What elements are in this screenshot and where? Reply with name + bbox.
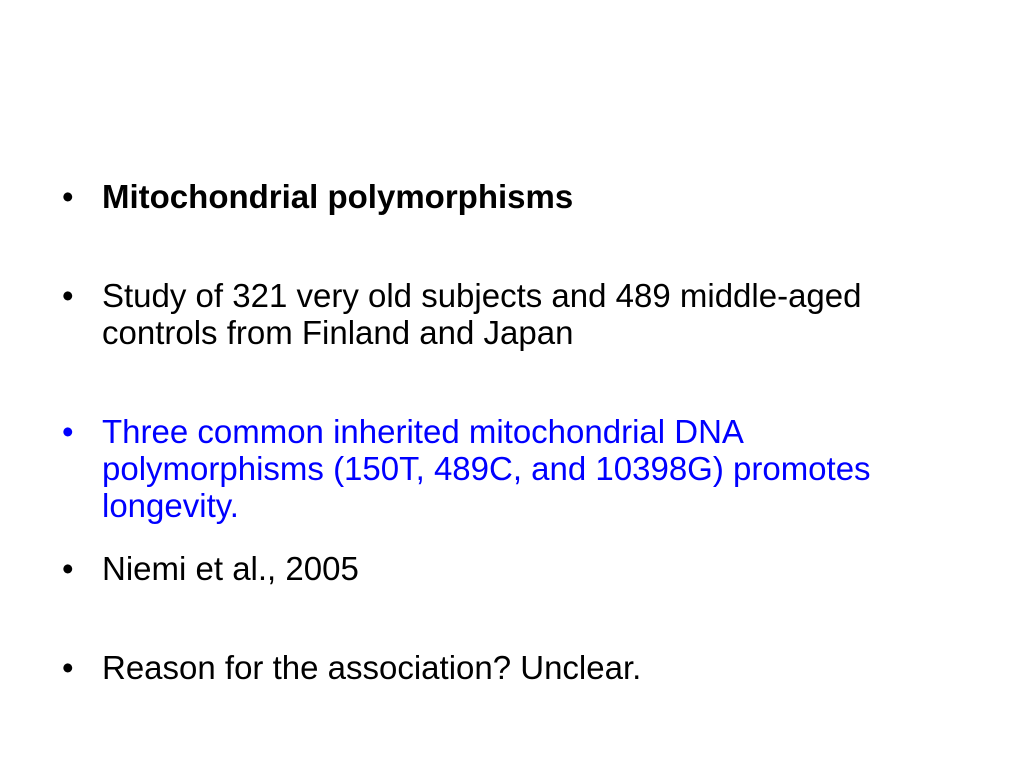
bullet-icon: • <box>62 649 74 686</box>
bullet-icon: • <box>62 413 74 450</box>
bullet-text: Three common inherited mitochondrial DNA polymorphisms (150T, 489C, and 10398G) promotes longevity. <box>102 413 871 524</box>
bullet-item-mitochondrial-polymorphisms <box>60 178 960 215</box>
bullet-icon: • <box>62 550 74 587</box>
bullet-item-citation <box>60 550 960 587</box>
bullet-item-study <box>60 277 960 351</box>
bullet-icon: • <box>62 178 74 215</box>
bullet-item-three-polymorphisms <box>60 413 960 524</box>
bullet-text: Reason for the association? Unclear. <box>102 649 642 686</box>
bullet-item-reason <box>60 649 960 686</box>
bullet-text: Study of 321 very old subjects and 489 middle-aged controls from Finland and Japan <box>102 277 862 351</box>
bullet-text: Mitochondrial polymorphisms <box>102 178 574 215</box>
bullet-list <box>60 178 960 686</box>
bullet-icon: • <box>62 277 74 314</box>
bullet-text: Niemi et al., 2005 <box>102 550 359 587</box>
